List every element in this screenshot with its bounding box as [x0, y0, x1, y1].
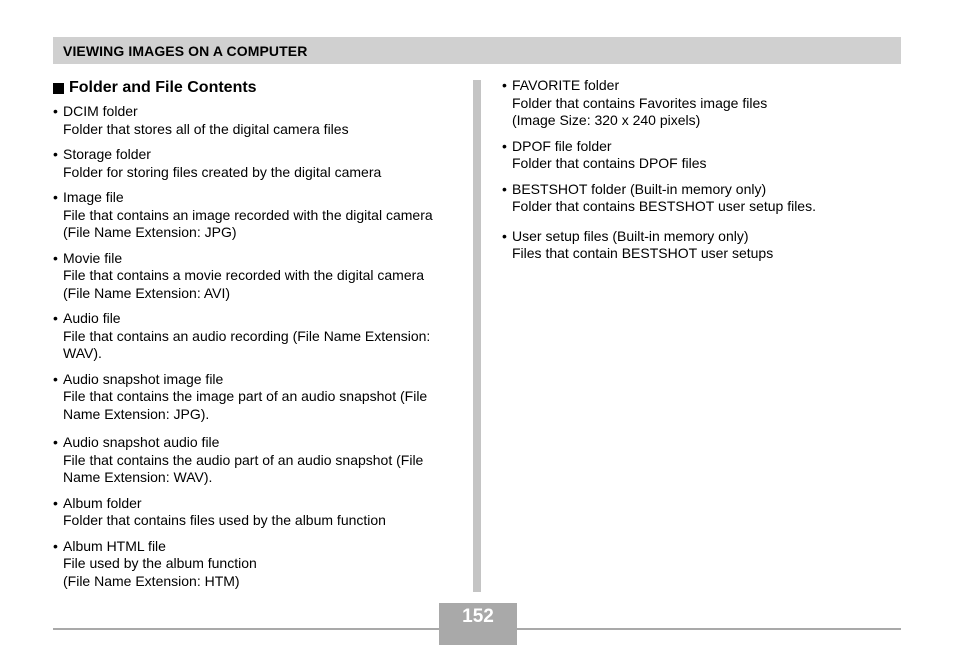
- list-item-storage-folder: [53, 146, 453, 181]
- list-item-audio-snapshot-audio-file: [53, 434, 453, 487]
- list-item-favorite-folder: [502, 77, 902, 130]
- item-description: Folder for storing files created by the digital camera: [63, 163, 382, 180]
- item-name: Audio file: [63, 310, 121, 326]
- list-item-album-html-file: [53, 538, 453, 591]
- bullet: •: [53, 310, 58, 326]
- right-column: [502, 77, 902, 263]
- item-name: Movie file: [63, 249, 123, 266]
- list-item-user-setup-files: [502, 228, 902, 263]
- bullet: •: [53, 537, 58, 554]
- black-square-icon: [53, 83, 64, 94]
- list-item-movie-file: [53, 250, 453, 303]
- list-item-dpof-file-folder: [502, 138, 902, 173]
- item-name: Audio snapshot image file: [63, 370, 224, 387]
- bullet: •: [53, 249, 58, 266]
- item-description: File that contains the image part of an audio snapshot (File Name Extension: JPG).: [63, 388, 428, 422]
- header-bar: [53, 37, 901, 64]
- bullet: •: [502, 180, 507, 197]
- bullet: •: [53, 434, 58, 450]
- item-description: File that contains an image recorded with the digital camera (File Name Extension: JPG): [63, 206, 433, 240]
- list-item-dcim-folder: [53, 103, 453, 138]
- item-name: Image file: [63, 189, 124, 205]
- item-description: File that contains an audio recording (File Name Extension: WAV).: [63, 327, 431, 361]
- column-divider: [473, 80, 481, 592]
- list-item-audio-snapshot-image-file: [53, 371, 453, 424]
- item-description-size: (Image Size: 320 x 240 pixels): [512, 112, 701, 128]
- item-name: Storage folder: [63, 146, 151, 162]
- bullet: •: [502, 77, 507, 93]
- list-item-album-folder: [53, 495, 453, 530]
- left-column: [53, 78, 453, 590]
- page-number-box-lower: [439, 629, 517, 645]
- bullet: •: [53, 370, 58, 387]
- list-item-image-file: [53, 189, 453, 242]
- list-item-audio-file: [53, 310, 453, 363]
- item-description: Folder that contains files used by the album function: [63, 512, 386, 528]
- item-description: File used by the album function: [63, 555, 257, 571]
- section-title-text: Folder and File Contents: [69, 79, 257, 96]
- item-description: File that contains the audio part of an audio snapshot (File Name Extension: WAV).: [63, 451, 424, 485]
- bullet: •: [502, 227, 507, 244]
- bullet: •: [53, 494, 58, 511]
- item-description: Files that contain BESTSHOT user setups: [512, 245, 774, 261]
- item-name: BESTSHOT folder (Built-in memory only): [512, 180, 767, 197]
- item-description: File that contains a movie recorded with the digital camera (File Name Extension: AVI): [63, 267, 425, 301]
- item-name: FAVORITE folder: [512, 77, 620, 93]
- page-header-title: VIEWING IMAGES ON A COMPUTER: [63, 43, 308, 59]
- bullet: •: [53, 189, 58, 205]
- item-description-extension: (File Name Extension: HTM): [63, 572, 240, 589]
- bullet: •: [502, 137, 507, 154]
- item-description: Folder that contains DPOF files: [512, 155, 707, 171]
- list-item-bestshot-folder: [502, 181, 902, 216]
- bullet: •: [53, 103, 58, 119]
- item-name: User setup files (Built-in memory only): [512, 227, 749, 244]
- item-name: Album folder: [63, 494, 142, 511]
- item-description: Folder that contains Favorites image files: [512, 94, 768, 111]
- bullet: •: [53, 146, 58, 162]
- item-name: Album HTML file: [63, 537, 166, 554]
- item-description: Folder that contains BESTSHOT user setup files.: [512, 198, 816, 214]
- item-description: Folder that stores all of the digital camera files: [63, 120, 349, 137]
- section-title: [53, 78, 453, 98]
- item-name: DPOF file folder: [512, 137, 612, 154]
- item-name: DCIM folder: [63, 103, 138, 119]
- page-number: 152: [439, 603, 517, 629]
- item-name: Audio snapshot audio file: [63, 434, 220, 450]
